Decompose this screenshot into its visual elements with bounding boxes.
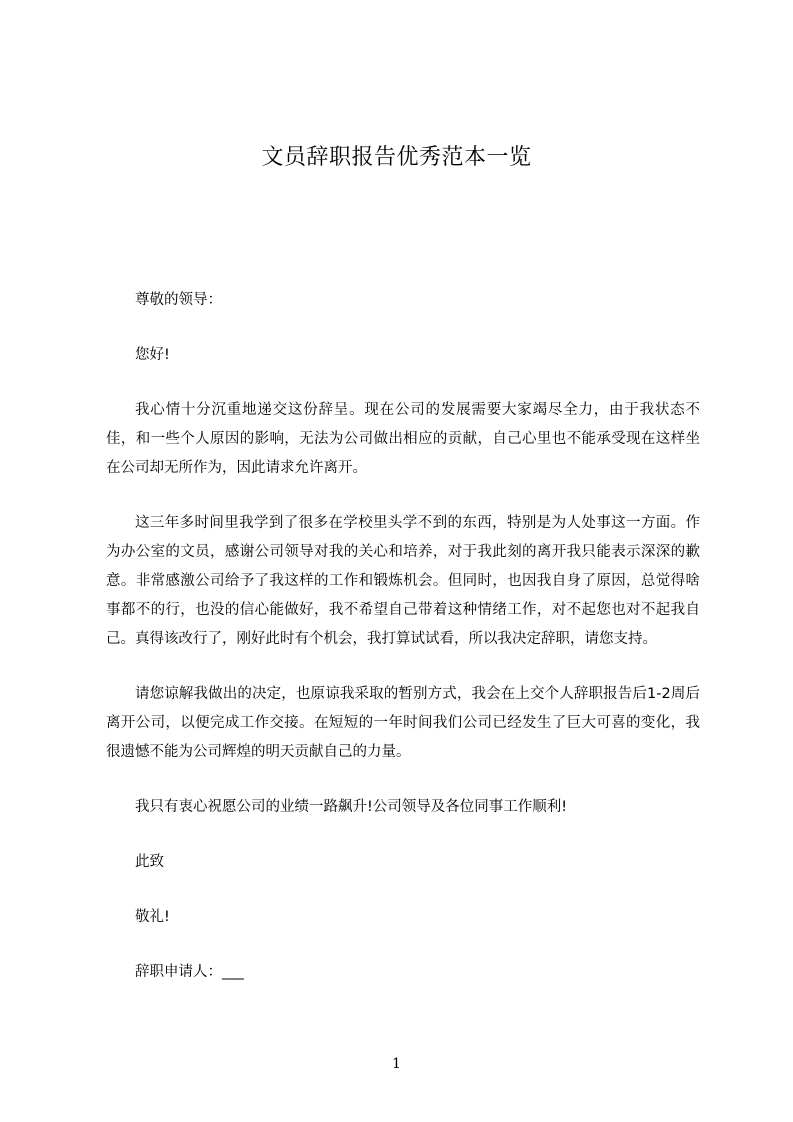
body-paragraph-2: 这三年多时间里我学到了很多在学校里头学不到的东西，特别是为人处事这一方面。作为办公室的文员，感谢公司领导对我的关心和培养，对于我此刻的离开我只能表示深深的歉意。非常感激公司给予了我这样的工作和锻炼机会。但同时，也因我自身了原因，总觉得啥事都不的行，也没的信心能做好，我不希望自己带着这种情绪工作，对不起您也对不起我自己。真得该改行了，刚好此时有个机会，我打算试试看，所以我决定辞职，请您支持。 [106,515,700,647]
salutation: 尊敬的领导： [135,292,222,308]
closing-salute: 敬礼! [135,909,170,925]
body-paragraph-3: 请您谅解我做出的决定，也原谅我采取的暂别方式，我会在上交个人辞职报告后1-2周后离开公司，以便完成工作交接。在短短的一年时间我们公司已经发生了巨大可喜的变化，我很遗憾不能为公司辉煌的明天贡献自己的力量。 [106,686,700,760]
closing-wish: 我只有衷心祝愿公司的业绩一路飙升!公司领导及各位同事工作顺利! [135,799,568,815]
signature-line: 辞职申请人：___ [135,964,244,980]
closing-phrase: 此致 [135,854,164,870]
document-title: 文员辞职报告优秀范本一览 [261,145,532,170]
page-number: 1 [392,1056,401,1072]
document-body [106,286,700,1013]
greeting: 您好! [135,347,170,363]
body-paragraph-1: 我心情十分沉重地递交这份辞呈。现在公司的发展需要大家竭尽全力，由于我状态不佳，和一些个人原因的影响，无法为公司做出相应的贡献，自己心里也不能承受现在这样坐在公司却无所作为，因此请求允许离开。 [106,402,700,476]
